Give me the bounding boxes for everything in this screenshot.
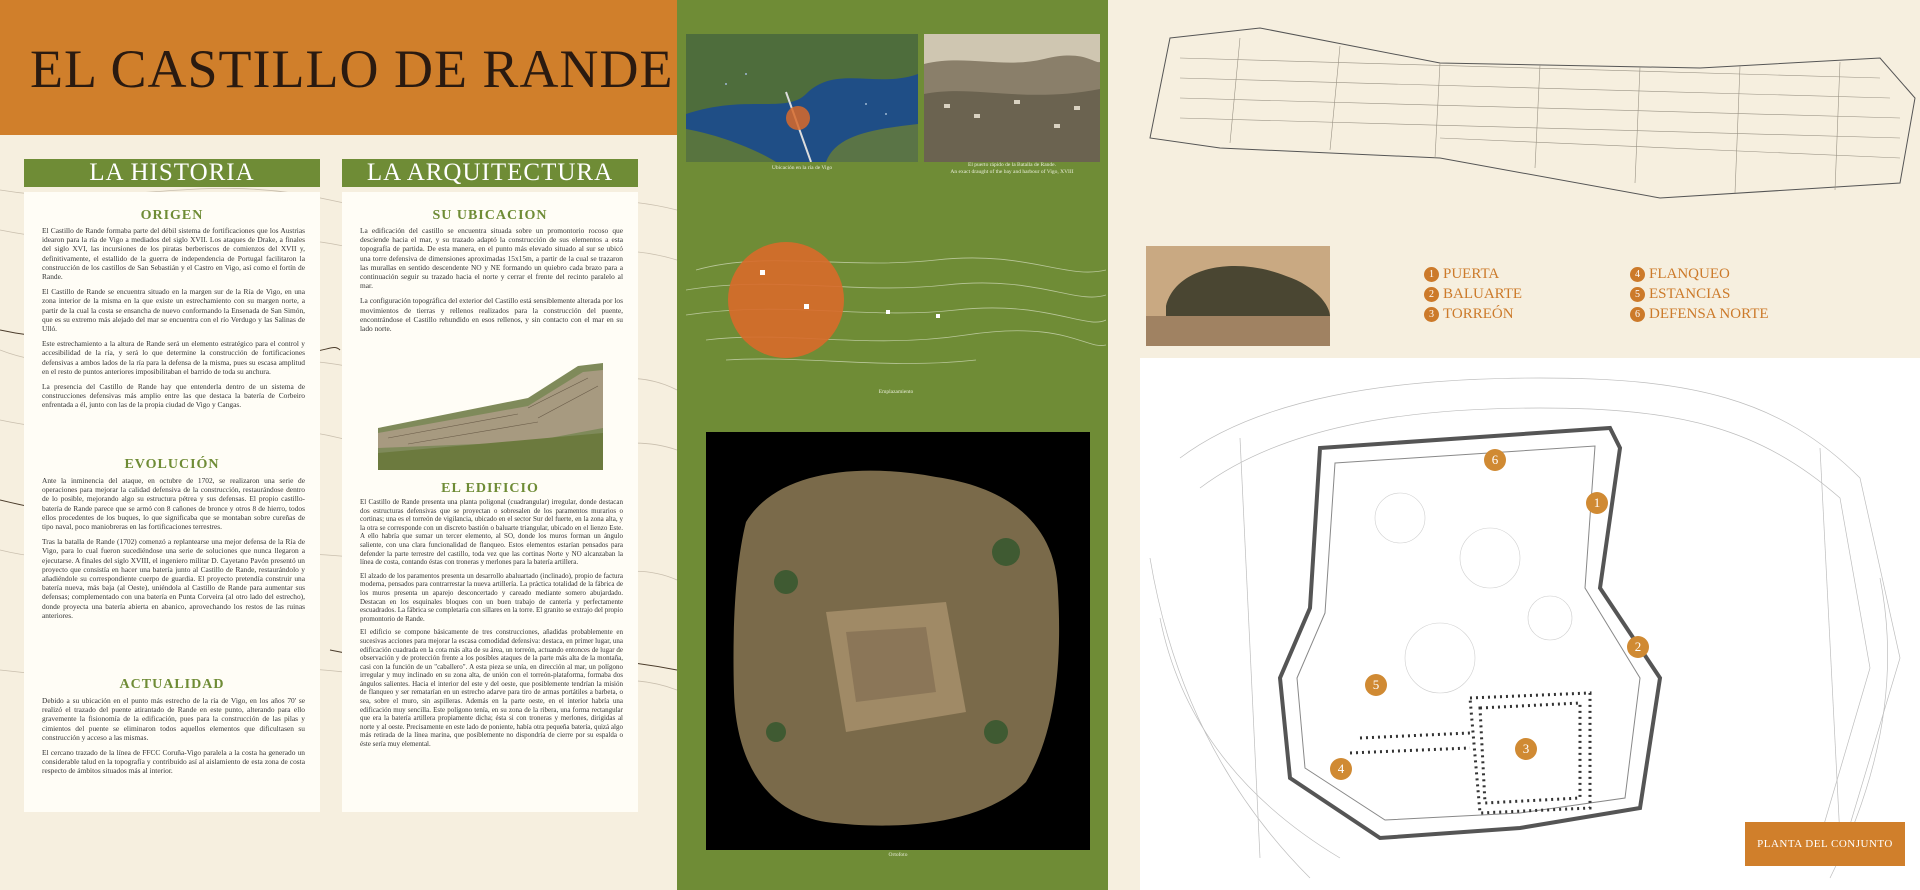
plan-marker-1: 1 xyxy=(1586,492,1608,514)
plan-marker-5: 5 xyxy=(1365,674,1387,696)
evolucion-heading: EVOLUCIÓN xyxy=(124,457,220,472)
origen-heading: ORIGEN xyxy=(140,208,204,223)
paragraph: El alzado de los paramentos presenta un desarrollo abaluartado (inclinado), propio de factura moderna, pensados para contrarrestar la nueva artillería. La práctica totalidad de la fábrica de los muros presenta un aparejo desconcertado y careado mediante somero abujardado. Destacan en los esquinales bloques con un buen trabajo de cantería y perfectamente escuadrados. La fábrica se completaría con sillares en la torre. El granito se extrajo del propio promontorio de Rande. xyxy=(360,571,623,623)
plan-marker-4: 4 xyxy=(1330,758,1352,780)
legend-number: 4 xyxy=(1630,267,1645,282)
ubicacion-text xyxy=(360,226,623,333)
plan-marker-2: 2 xyxy=(1627,636,1649,658)
origen-text xyxy=(42,226,305,410)
floor-plan xyxy=(1140,358,1920,890)
legend-col-1 xyxy=(1424,264,1522,324)
paragraph: Debido a su ubicación en el punto más estrecho de la ría de Vigo, en los años 70' se realizó el trazado del puente atirantado de Rande en este punto, alterando para ello gravemente la fisionomía de la edificación, pues para la construcción de las pilas y cimientos del puente se eliminaron todos aquellos elementos que dificultasen su construcción y acceso a las mismas. xyxy=(42,696,305,742)
legend-label: ESTANCIAS xyxy=(1649,286,1731,302)
title-banner xyxy=(0,0,677,135)
orthophoto xyxy=(706,432,1090,850)
site-plan xyxy=(686,210,1106,390)
wall-elevation xyxy=(1140,18,1920,218)
paragraph: La presencia del Castillo de Rande hay que entenderla dentro de un sistema de construcciones defensivas más amplio entre las que destaca la batería de Corbeiro enfrentada a él, junto con las de la propia ciudad de Vigo y Cangas. xyxy=(42,382,305,410)
wall-photo xyxy=(378,358,606,470)
landscape-photo xyxy=(1146,246,1330,346)
legend-item xyxy=(1424,284,1522,304)
legend-col-2 xyxy=(1630,264,1769,324)
legend-item xyxy=(1424,264,1522,284)
paragraph: Este estrechamiento a la altura de Rande será un elemento estratégico para el control y accesibilidad de la ría, y será lo que determine la construcción de fortificaciones defensivas a ambos lados de la ría para la defensa de la misma, pues su escasa amplitud en el resto de puntos anteriores imposibilitaban el barrido de toda su anchura. xyxy=(42,339,305,376)
aerial-caption: Ubicación en la ría de Vigo xyxy=(771,165,833,171)
aerial-photo xyxy=(686,34,918,162)
legend-number: 3 xyxy=(1424,307,1439,322)
legend-label: PUERTA xyxy=(1443,266,1500,282)
plan-marker-3: 3 xyxy=(1515,738,1537,760)
page-title: EL CASTILLO DE RANDE xyxy=(30,39,674,99)
legend-number: 5 xyxy=(1630,287,1645,302)
paragraph: Tras la batalla de Rande (1702) comenzó a replantearse una mejor defensa de la Ría de Vigo, para lo cual fueron sucediéndose una serie de soluciones que nunca llegaron a ejecutarse. A finales del siglo XVIII, el ingeniero militar D. Cayetano Pavón presentó un proyecto que consistía en hacer una batería junto al Castillo de Rande, restaurándolo y añadiéndole su correspondiente cuerpo de guardia. El proyecto pretendía construir una batería nueva, más baja (al Oeste), uniéndola al Castillo de Rande para aumentar sus defensas; complementado con una batería en Punta Corveira (al otro lado del estrecho), donde proyecta una batería abierta en abanico, aprovechando los restos de las ruinas anteriores. xyxy=(42,537,305,620)
legend-item xyxy=(1630,264,1769,284)
legend-number: 1 xyxy=(1424,267,1439,282)
legend-item xyxy=(1424,304,1522,324)
edificio-heading: EL EDIFICIO xyxy=(441,481,539,496)
painting-caption xyxy=(924,162,1100,176)
paragraph: El Castillo de Rande formaba parte del débil sistema de fortificaciones que los Austrias idearon para la ría de Vigo a mediados del siglo XVII. Los ataques de Drake, a finales del siglo XVI, las incursiones de los piratas berberiscos de comienzos del XVII y, definitivamente, el estallido de la guerra de independencia de Portugal facilitaron la construcción de los castillos de San Sebastián y el Castro en Vigo, así como el fortín de Rande. xyxy=(42,226,305,282)
legend-label: TORREÓN xyxy=(1443,306,1514,322)
actualidad-text xyxy=(42,696,305,776)
legend-label: DEFENSA NORTE xyxy=(1649,306,1769,322)
legend-label: FLANQUEO xyxy=(1649,266,1730,282)
site-plan-caption: Emplazamiento xyxy=(878,389,914,395)
evolucion-text xyxy=(42,476,305,620)
paragraph: Ante la inminencia del ataque, en octubre de 1702, se realizaron una serie de operaciones para mejorar la calidad defensiva de la construcción, restaurándose dentro de lo posible, mejorando algo su estructura pétrea y sus defensas. El propio castillo-batería de Rande parece que se armó con 8 cañones de bronce y otros 8 de hierro, todos ellos procedentes de los buques, lo que significaba que se montaban sobre cureñas de tipo naval, poco maniobreras en las fortificaciones terrestres. xyxy=(42,476,305,532)
paragraph: El Castillo de Rande se encuentra situado en la margen sur de la Ría de Vigo, en una zona interior de la misma en la que existe un estrechamiento con su margen norte, a partir de la cual la costa se ensancha de nuevo conformando la Ensenada de San Simón, que es su extremo más alejado del mar se encuentra con el río Verdugo y las Salinas de Ulló. xyxy=(42,287,305,334)
orthophoto-caption: Ortofoto xyxy=(888,852,908,858)
paragraph: El Castillo de Rande presenta una planta poligonal (cuadrangular) irregular, donde destacan dos estructuras defensivas que se proyectan o sobresalen de los paramentos murarios o cortinas; una es el torreón de vigilancia, ubicado en el sector Sur del fuerte, en la zona alta, y la otra se corresponde con un discreto bastión o baluarte triangular, ubicado en el lienzo Este. A ello habría que sumar un tercer elemento, al SO, donde los muros forman un ángulo saliente, con una clara funcionalidad de flanqueo. Estos elementos estarían pensados para defender la parte terrestre del castillo, toda vez que las cortinas Norte y NO alcanzaban la línea de costa, contando éstas con troneras y merlones para la batería artillera. xyxy=(360,498,623,567)
legend-item xyxy=(1630,284,1769,304)
plan-marker-6: 6 xyxy=(1484,449,1506,471)
painting-caption-line-1: El puerto rápido de la Batalla de Rande. xyxy=(968,162,1056,168)
painting-photo xyxy=(924,34,1100,162)
paragraph: El edificio se compone básicamente de tres construcciones, añadidas probablemente en sucesivas acciones para mejorar la escasa comodidad defensiva: destaca, en primer lugar, una edificación cuadrada en la cota más alta de su área, un torreón, actuando entonces de lugar de observación y de protección frente a los posibles ataques de la parte más alta de la montaña, casi con la función de un "caballero". A esta pieza se unía, en dirección al mar, un polígono irregular y muy inclinado en su zona alta, de unión con el torreón-plataforma, formaba dos ángulos salientes. Hacia el interior del este y del oeste, que posiblemente tendrían la misión de flanqueo y ser rematarían en un estrecho adarve para tiro de armas portátiles a barbeta, o sea, sobre el muro, sin aspilleras. Además en la parte oeste, en el interior habría una edificación muy sencilla. Este polígono tenía, en su zona de la ribera, una forma rectangular que era la batería artillera propiamente dicha; ésta si con troneras y merlones, dirigidas al norte y al oeste. Precisamente en este lado de poniente, había otra pequeña batería, quizá algo más retirada de la línea marina, que posiblemente no dispondría de cierre por su espalda o éste sería muy elemental. xyxy=(360,628,623,749)
painting-caption-line-2: An exact draught of the bay and harbour of Vigo, XVIII xyxy=(950,169,1074,175)
actualidad-heading: ACTUALIDAD xyxy=(119,677,225,692)
legend-item xyxy=(1630,304,1769,324)
paragraph: La edificación del castillo se encuentra situada sobre un promontorio rocoso que desciende hacia el mar, y su trazado adaptó la construcción de sus elementos a esta topografía de partida. De esta manera, en el punto más elevado situado al sur se ubicó una torre defensiva de dimensiones aproximadas 15x15m, a partir de la cual se trazaron las murallas en sentido descendente NO y NE formando un quiebro cada brazo para a continuación seguir su trazado hacia el norte y cerrar el frente del recinto paralelo al mar. xyxy=(360,226,623,291)
arquitectura-header: LA ARQUITECTURA xyxy=(342,159,638,187)
legend-number: 2 xyxy=(1424,287,1439,302)
edificio-text xyxy=(360,498,623,749)
ubicacion-heading: SU UBICACION xyxy=(432,208,548,223)
legend-number: 6 xyxy=(1630,307,1645,322)
historia-header: LA HISTORIA xyxy=(24,159,320,187)
paragraph: El cercano trazado de la línea de FFCC Coruña-Vigo paralela a la costa ha generado un considerable talud en la topografía y contribuido así al aislamiento de esta zona de costa respecto de ámbitos situados más al interior. xyxy=(42,748,305,776)
legend-label: BALUARTE xyxy=(1443,286,1523,302)
planta-label: PLANTA DEL CONJUNTO xyxy=(1745,822,1905,866)
paragraph: La configuración topográfica del exterior del Castillo está sensiblemente alterada por los movimientos de tierras y rellenos realizados para la construcción del puente, encontrándose el Castillo rehundido en esos rellenos, y sin contacto con el mar en su lado norte. xyxy=(360,296,623,334)
